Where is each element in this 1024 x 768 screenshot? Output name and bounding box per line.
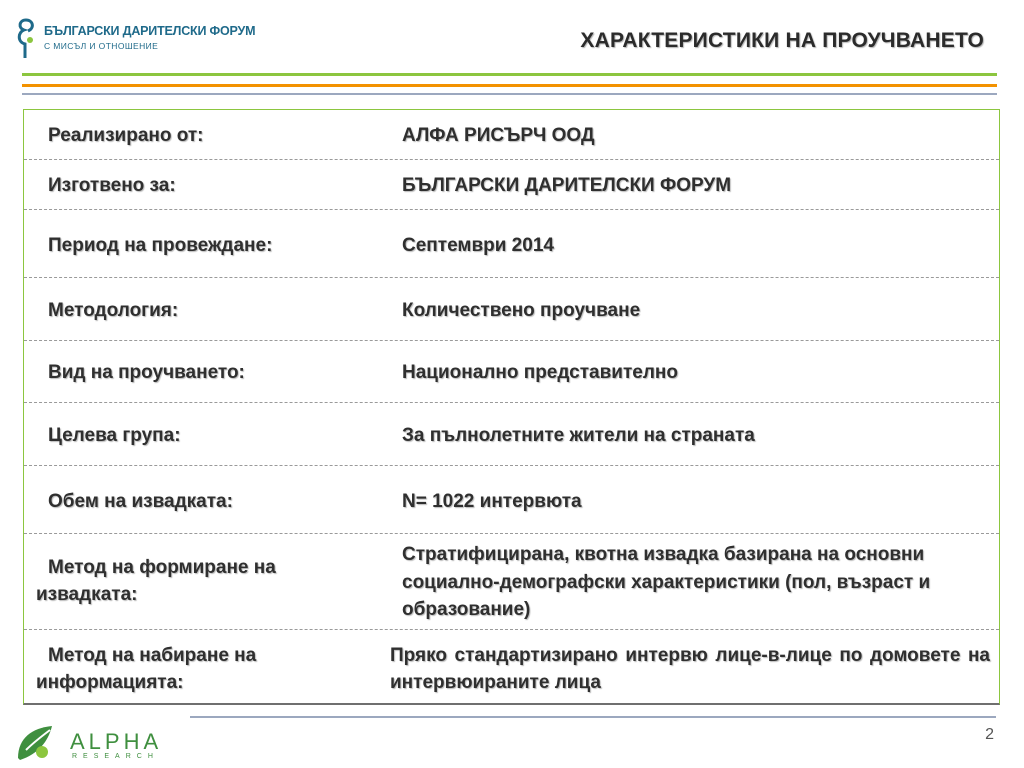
characteristics-table xyxy=(23,109,1000,705)
table-row xyxy=(24,630,999,706)
row-label: Обем на извадката: xyxy=(48,491,233,512)
row-label: Реализирано от: xyxy=(48,125,204,146)
table-row xyxy=(24,110,999,160)
table-row xyxy=(24,403,999,466)
table-row xyxy=(24,341,999,403)
row-value: АЛФА РИСЪРЧ ООД xyxy=(402,125,595,146)
table-row xyxy=(24,534,999,630)
org-tagline: С МИСЪЛ И ОТНОШЕНИЕ xyxy=(44,41,159,51)
divider-green xyxy=(22,73,997,76)
row-value: N= 1022 интервюта xyxy=(402,491,582,512)
row-value: Национално представително xyxy=(402,362,679,383)
forum-logo-icon xyxy=(14,16,38,60)
row-label: Период на провеждане: xyxy=(48,235,273,256)
divider-blue xyxy=(22,93,997,95)
page-title: ХАРАКТЕРИСТИКИ НА ПРОУЧВАНЕТО xyxy=(580,29,984,52)
brand-subtitle: RESEARCH xyxy=(72,753,159,760)
row-label: Метод на формиране на извадката: xyxy=(36,557,276,605)
org-logo xyxy=(14,14,256,64)
divider-orange xyxy=(22,84,997,87)
row-value: Септември 2014 xyxy=(402,235,554,256)
row-label: Метод на набиране на информацията: xyxy=(36,645,257,693)
row-label: Вид на проучването: xyxy=(48,362,245,383)
row-value: Стратифицирана, квотна извадка базирана на основни социално-демографски характеристики (пол, възраст и образование) xyxy=(402,544,931,620)
table-row xyxy=(24,466,999,534)
page-number: 2 xyxy=(985,726,994,743)
row-label: Изготвено за: xyxy=(48,175,176,196)
row-label: Целева група: xyxy=(48,425,181,446)
brand-name: ALPHA xyxy=(70,729,163,754)
org-name: БЪЛГАРСКИ ДАРИТЕЛСКИ ФОРУМ xyxy=(44,24,256,38)
row-label: Методология: xyxy=(48,300,179,321)
row-value: Пряко стандартизирано интервю лице-в-лице по домовете на интервюираните лица xyxy=(390,645,990,693)
alpha-leaf-icon xyxy=(12,720,60,764)
table-row xyxy=(24,160,999,210)
table-row xyxy=(24,210,999,278)
alpha-research-logo xyxy=(12,720,172,764)
footer-divider xyxy=(190,716,996,718)
row-value: БЪЛГАРСКИ ДАРИТЕЛСКИ ФОРУМ xyxy=(402,175,732,196)
table-row xyxy=(24,278,999,341)
row-value: За пълнолетните жители на страната xyxy=(402,425,755,446)
row-value: Количествено проучване xyxy=(402,300,641,321)
